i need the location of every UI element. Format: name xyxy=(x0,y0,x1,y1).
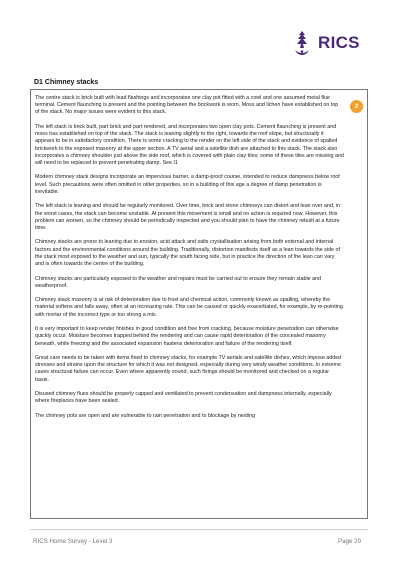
report-paragraph: The centre stack is brick built with lead flashings and incorporates one clay pot fitted with a cowl and one assumed metal flue terminal. Cement flaunching is present and the pointing between the brickwork is worn. Moss and lichen have established on top of the stack. No major issues were evident to this stack. xyxy=(35,95,339,116)
rics-logo xyxy=(291,30,360,56)
condition-panel xyxy=(30,89,368,519)
report-paragraph: The left stack is brick built, part brick and part rendered, and incorporates two open clay pots. Cement flaunching is present and moss has established on top of the stack. The stack is leaning slightly to the right, towards the roof slope, but structurally it appears to be in satisfactory condition. There is some cracking to the render on the left side of the stack and evidence of spalled brickwork to the exposed masonry at the upper section. A TV aerial and a satellite dish are attached to this stack. The stack also incorporates a chimney shoulder just above the side roof, which is covered with plain clay tiles; some of these tiles are missing and will need to be replaced to prevent penetrating damp. See I1 xyxy=(35,123,344,166)
section-title: D1 Chimney stacks xyxy=(34,79,99,86)
lion-crest-icon xyxy=(291,30,313,56)
logo-wordmark: RICS xyxy=(318,33,360,52)
report-paragraph: Chimney stacks are prone to leaning due to erosion, acid attack and salts crystallisation arising from both external and internal factors and the environmental conditions around the building. Traditionally, distortion manifests itself as a lean towards the side of the stack most exposed to the weather and sun, typically the south facing side, but in practice the direction of the lean can vary and is often towards the centre of the building. xyxy=(35,239,340,268)
report-paragraph: Modern chimney stack designs incorporate an impervious barrier, a damp-proof course, intended to reduce dampness below roof level. Such precautions were often omitted in older properties, so in a building of this age a degree of damp penetration is inevitable. xyxy=(35,174,340,195)
report-paragraph: Chimney stacks are particularly exposed to the weather and repairs must be carried out to ensure they remain stable and weatherproof. xyxy=(35,275,322,289)
report-paragraph: Chimney stack masonry is at risk of deterioration due to frost and chemical action, commonly known as spalling, whereby the material softens and falls away, often at an increasing rate. This can be caused or quickly exacerbated, for example, by re-pointing with mortar of the incorrect type or too strong a mix. xyxy=(35,297,343,318)
report-body xyxy=(35,95,344,427)
report-paragraph: The chimney pots are open and are vulnerable to rain penetration and to blockage by nesting xyxy=(35,412,256,419)
report-paragraph: Great care needs to be taken with items fixed to chimney stacks, for example TV aerials and satellite dishes, which impose added stresses and strains upon the structure for which it was not designed, especially during very windy weather conditions. In extreme cases structural failure can occur. Even where apparently sound, such fixings should be monitored and checked on a regular basis. xyxy=(35,355,342,383)
report-paragraph: Disused chimney flues should be properly capped and ventilated to prevent condensation and dampness internally, especially where fireplaces have been sealed. xyxy=(35,391,332,405)
report-paragraph: It is very important to keep render finishes in good condition and free from cracking, because moisture penetration can otherwise quickly occur. Moisture becomes trapped behind the rendering and can cause rapid deterioration of the concealed masonry beneath, while freezing and the associated expansion hastens deterioration and failure of the rendering itself. xyxy=(35,326,339,347)
footer-document-title: RICS Home Survey - Level 3 xyxy=(33,538,113,545)
footer-divider xyxy=(30,529,368,530)
page-number: Page 20 xyxy=(338,538,362,545)
report-paragraph: The left stack is leaning and should be regularly monitored. Over time, brick and stone chimneys can distort and lean over and, in the worst cases, the stack can become unstable. At present this movement is small and no action is required now. However, this problem can worsen, so the chimney should be periodically inspected and you should plan to have the chimney rebuilt at a future time. xyxy=(35,203,341,231)
condition-rating-badge: 2 xyxy=(350,100,363,113)
